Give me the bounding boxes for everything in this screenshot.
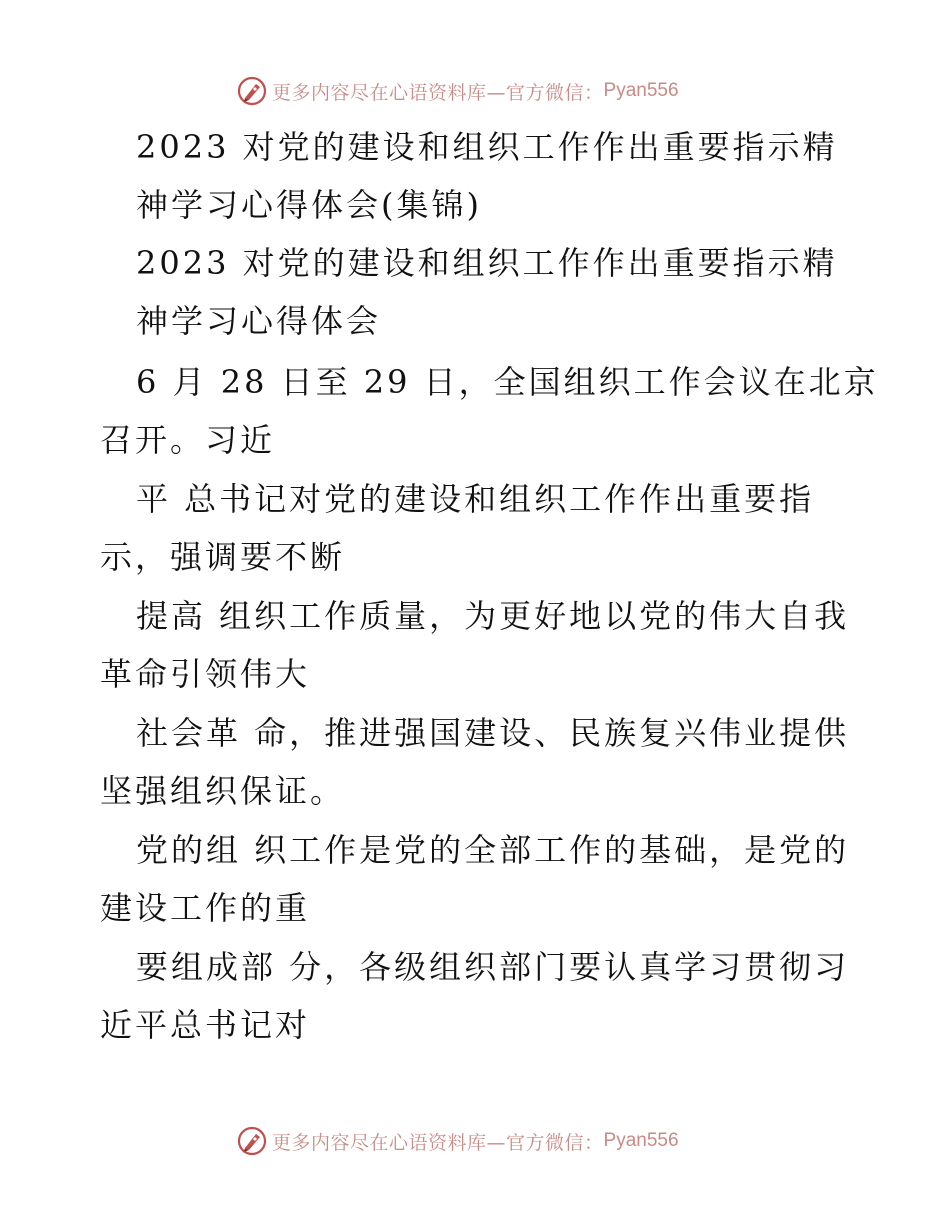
watermark-text: 更多内容尽在心语资料库—官方微信： [272,81,604,104]
paragraph-line: 平 总书记对党的建设和组织工作作出重要指 [136,480,815,518]
watermark-header [236,74,679,108]
paragraph-line: 党的组 织工作是党的全部工作的基础，是党的 [136,831,850,869]
subtitle-line-2: 神学习心得体会 [136,302,382,340]
watermark-text: 更多内容尽在心语资料库—官方微信： [272,1131,604,1154]
paragraph-line: 6 月 28 日至 29 日，全国组织工作会议在北京 [136,363,879,401]
paragraph-line: 近平总书记对 [100,1006,311,1044]
watermark-account: Pyan556 [603,80,679,101]
paragraph-line: 召开。习近 [100,421,276,459]
paragraph-line: 革命引领伟大 [100,655,311,693]
paragraph-line: 建设工作的重 [100,889,311,927]
subtitle-line-1: 2023 对党的建设和组织工作作出重要指示精 [136,244,838,282]
paragraph-line: 要组成部 分，各级组织部门要认真学习贯彻习 [136,948,850,986]
pen-nib-logo-icon [236,1125,268,1157]
pen-nib-logo-icon [236,75,268,107]
paragraph-line: 社会革 命，推进强国建设、民族复兴伟业提供 [136,714,850,752]
paragraph-line: 示，强调要不断 [100,538,346,576]
watermark-footer [236,1124,679,1158]
watermark-account: Pyan556 [603,1130,679,1151]
paragraph-line: 坚强组织保证。 [100,772,346,810]
title-line-1: 2023 对党的建设和组织工作作出重要指示精 [136,128,838,166]
paragraph-line: 提高 组织工作质量，为更好地以党的伟大自我 [136,597,850,635]
title-line-2: 神学习心得体会(集锦) [136,186,482,224]
